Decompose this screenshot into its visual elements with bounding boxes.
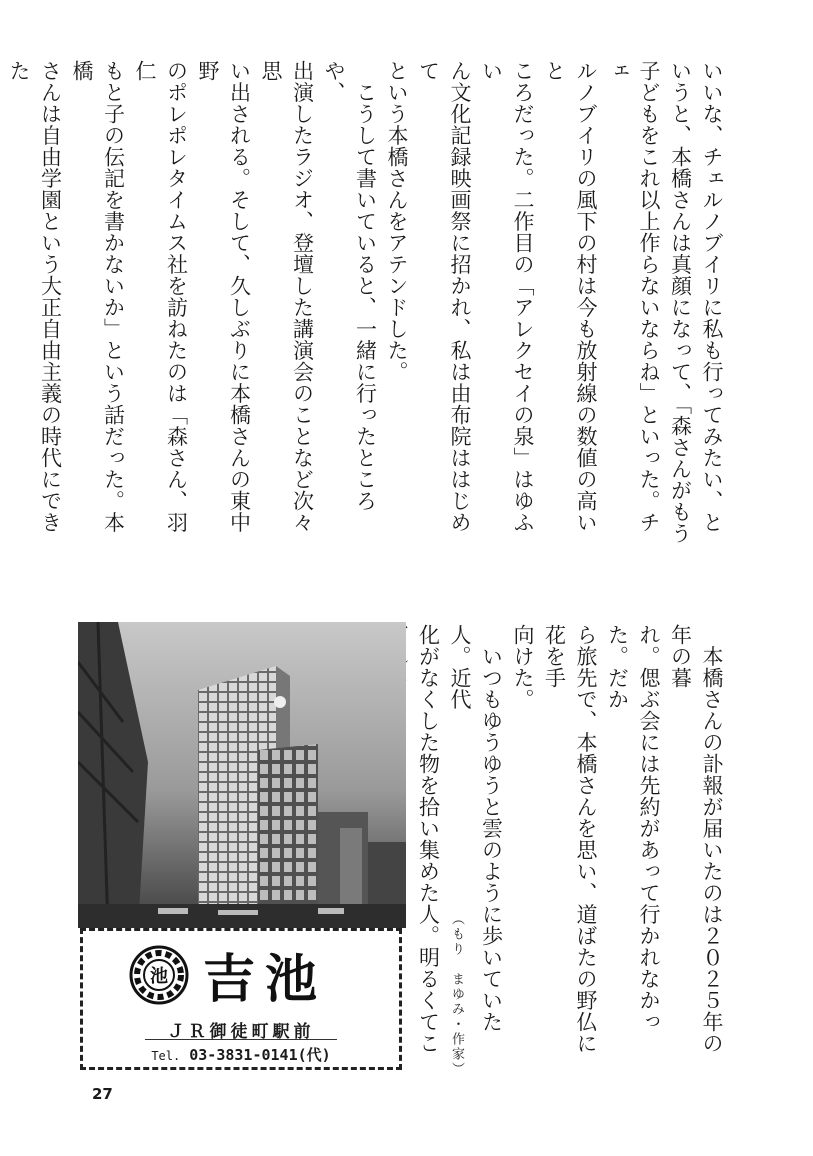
text-line (0, 60, 3, 545)
phone-prefix: Tel. (151, 1049, 181, 1063)
text-line: もと子の伝記を書かないか」という話だった。本橋 (70, 60, 126, 533)
text-line: 化がなくした物を拾い集めた人。明るくてこ (416, 624, 441, 1054)
text-line: いいな、チェルノブイリに私も行ってみたい、と (700, 60, 724, 533)
logo-character: 池 (150, 966, 168, 987)
text-line: い出される。そして、久しぶりに本橋さんの東中野 (196, 60, 252, 533)
text-line: 出演したラジオ、登壇した講演会のことなど次々思 (259, 60, 315, 533)
text-line: いうと、本橋さんは真顔になって、「森さんがもう (668, 60, 693, 544)
text-line: ころだった。二作目の「アレクセイの泉」はゆふい (479, 60, 535, 533)
building-illustration (78, 622, 406, 928)
advertisement (78, 622, 406, 1074)
author-credit: （もり まゆみ・作家） (449, 912, 464, 1077)
text-line: 本橋さんの訃報が届いたのは２０２５年の年の暮 (668, 624, 724, 1054)
ad-info-box (80, 928, 402, 1070)
text-line: のポレポレタイムス社を訪ねたのは「森さん、羽仁 (133, 60, 189, 533)
text-line: こうして書いていると、一緒に行ったところや、 (322, 60, 378, 512)
text-line: れ。偲ぶ会には先約があって行かれなかった。だか (605, 624, 661, 1033)
text-line: 向けた。 (511, 624, 535, 710)
text-line: という本橋さんをアテンドした。 (385, 60, 409, 383)
store-location: ＪＲ御徒町駅前 (167, 1022, 315, 1042)
text-line: 子どもをこれ以上作らないならね」といった。チェ (605, 60, 661, 533)
ad-divider (145, 1039, 337, 1040)
text-line: いつもゆうゆうと雲のように歩いていた人。近代 (448, 624, 504, 1033)
phone-number: 03-3831-0141(代) (189, 1046, 331, 1064)
store-name: 吉池 (203, 950, 328, 1010)
text-line: ルノブイリの風下の村は今も放射線の数値の高いと (542, 60, 598, 533)
store-phone (83, 1044, 399, 1065)
building-photo (78, 622, 406, 928)
yoshiike-logo-icon (129, 945, 189, 1005)
essay-upper-column (7, 60, 727, 545)
text-line: ら旅先で、本橋さんを思い、道ばたの野仏に花を手 (542, 624, 598, 1054)
page-number: 27 (92, 1085, 113, 1103)
text-line: ん文化記録映画祭に招かれ、私は由布院ははじめて (416, 60, 472, 533)
text-line: さんは自由学園という大正自由主義の時代にできた (7, 60, 63, 533)
